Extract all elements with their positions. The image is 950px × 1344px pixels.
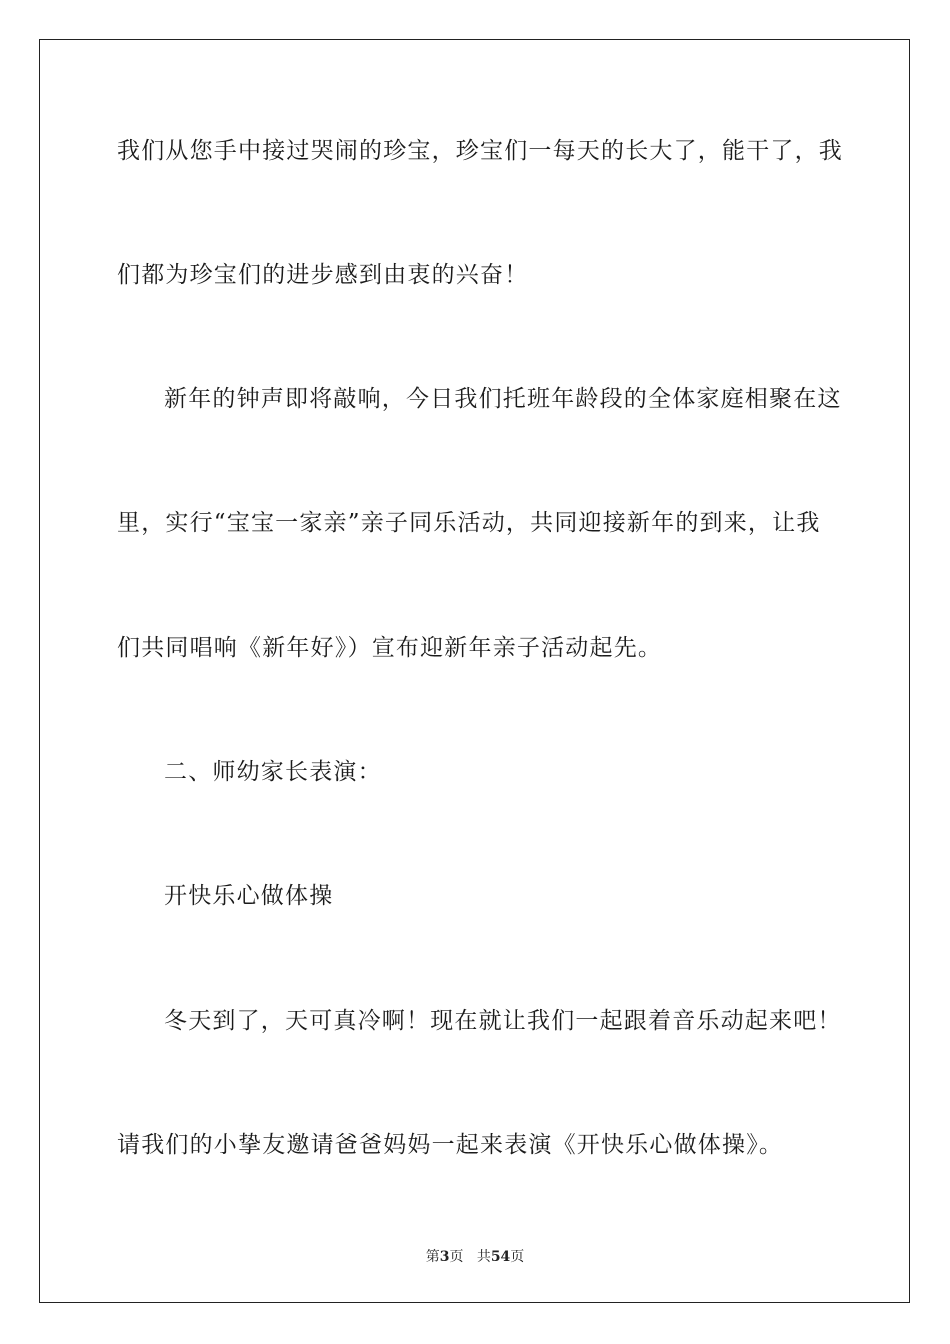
total-suffix: 页 bbox=[510, 1249, 525, 1265]
page-number: 3 bbox=[439, 1249, 450, 1265]
text-line-3: 新年的钟声即将敲响，今日我们托班年龄段的全体家庭相聚在这 bbox=[164, 386, 842, 412]
page-suffix: 页 bbox=[449, 1249, 464, 1265]
text-line-2: 们都为珍宝们的进步感到由衷的兴奋！ bbox=[117, 262, 529, 288]
text-line-8: 冬天到了，天可真冷啊！现在就让我们一起跟着音乐动起来吧！ bbox=[164, 1008, 842, 1034]
page-prefix: 第 bbox=[425, 1249, 440, 1265]
total-prefix: 共 bbox=[476, 1249, 491, 1265]
total-pages: 54 bbox=[490, 1249, 511, 1265]
subsection-title: 开快乐心做体操 bbox=[164, 883, 334, 909]
page-frame bbox=[39, 39, 910, 1303]
page-footer bbox=[0, 1248, 950, 1266]
text-line-9: 请我们的小挚友邀请爸爸妈妈一起来表演《开快乐心做体操》。 bbox=[117, 1132, 784, 1158]
text-line-4: 里，实行“宝宝一家亲”亲子同乐活动，共同迎接新年的到来，让我 bbox=[117, 510, 821, 536]
section-heading: 二、师幼家长表演： bbox=[164, 759, 382, 785]
text-line-1: 我们从您手中接过哭闹的珍宝，珍宝们一每天的长大了，能干了，我 bbox=[117, 138, 843, 164]
text-line-5: 们共同唱响《新年好》）宣布迎新年亲子活动起先。 bbox=[117, 635, 663, 661]
